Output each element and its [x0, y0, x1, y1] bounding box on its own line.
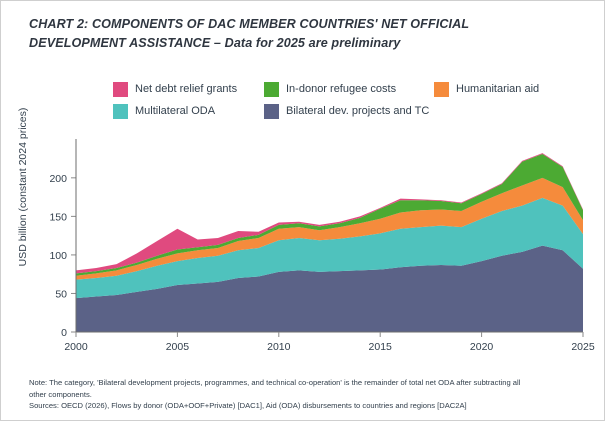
chart-legend [96, 79, 576, 123]
y-axis-label: USD billion (constant 2024 prices) [17, 107, 29, 267]
legend-item-humanitarian-aid [434, 79, 539, 99]
x-axis-tick-label: 2010 [267, 341, 291, 353]
legend-label-humanitarian-aid: Humanitarian aid [456, 83, 540, 95]
legend-item-multilateral-oda [113, 101, 215, 121]
y-axis-tick-label: 200 [49, 172, 67, 185]
legend-row-top [96, 79, 576, 99]
legend-swatch-net-debt-relief-grants [113, 82, 128, 97]
chart-title-line-1: CHART 2: COMPONENTS OF DAC MEMBER COUNTRIES' NET OFFICIAL [29, 17, 470, 31]
footnote-line-1: Note: The category, 'Bilateral development projects, programmes, and technical co-operation' is the remainder of total net ODA after subtracting all [29, 378, 521, 387]
legend-swatch-bilateral-dev-projects [264, 104, 279, 119]
x-axis-tick-label: 2000 [64, 341, 88, 353]
chart-canvas [1, 127, 605, 367]
footnote-line-2: other components. [29, 389, 92, 399]
legend-row-bottom [96, 101, 576, 121]
legend-swatch-in-donor-refugee-costs [264, 82, 279, 97]
chart-title [29, 15, 559, 53]
x-axis-tick-label: 2005 [165, 341, 190, 353]
legend-label-net-debt-relief-grants: Net debt relief grants [135, 83, 238, 95]
footnote-line-3: Sources: OECD (2026), Flows by donor (ODA+OOF+Private) [DAC1], Aid (ODA) disbursements to countries and regions [DAC2A] [29, 401, 467, 410]
y-axis-tick-label: 0 [61, 327, 67, 339]
legend-swatch-multilateral-oda [113, 104, 128, 119]
x-axis-tick-label: 2020 [469, 341, 494, 353]
legend-label-multilateral-oda: Multilateral ODA [135, 105, 216, 117]
y-axis-tick-label: 100 [49, 249, 67, 262]
x-axis-tick-label: 2015 [368, 341, 392, 353]
chart-footnotes [29, 377, 585, 412]
y-axis-tick-label: 50 [55, 288, 67, 301]
legend-item-in-donor-refugee-costs [264, 79, 396, 99]
legend-item-bilateral-dev-projects [264, 101, 429, 121]
legend-item-net-debt-relief-grants [113, 79, 237, 99]
x-axis-tick-label: 2025 [571, 341, 595, 353]
y-axis-tick-label: 150 [49, 211, 67, 224]
chart-title-line-2: DEVELOPMENT ASSISTANCE – Data for 2025 are preliminary [29, 36, 401, 50]
legend-label-in-donor-refugee-costs: In-donor refugee costs [286, 83, 397, 95]
legend-label-bilateral-dev-projects: Bilateral dev. projects and TC [286, 105, 430, 117]
legend-swatch-humanitarian-aid [434, 82, 449, 97]
